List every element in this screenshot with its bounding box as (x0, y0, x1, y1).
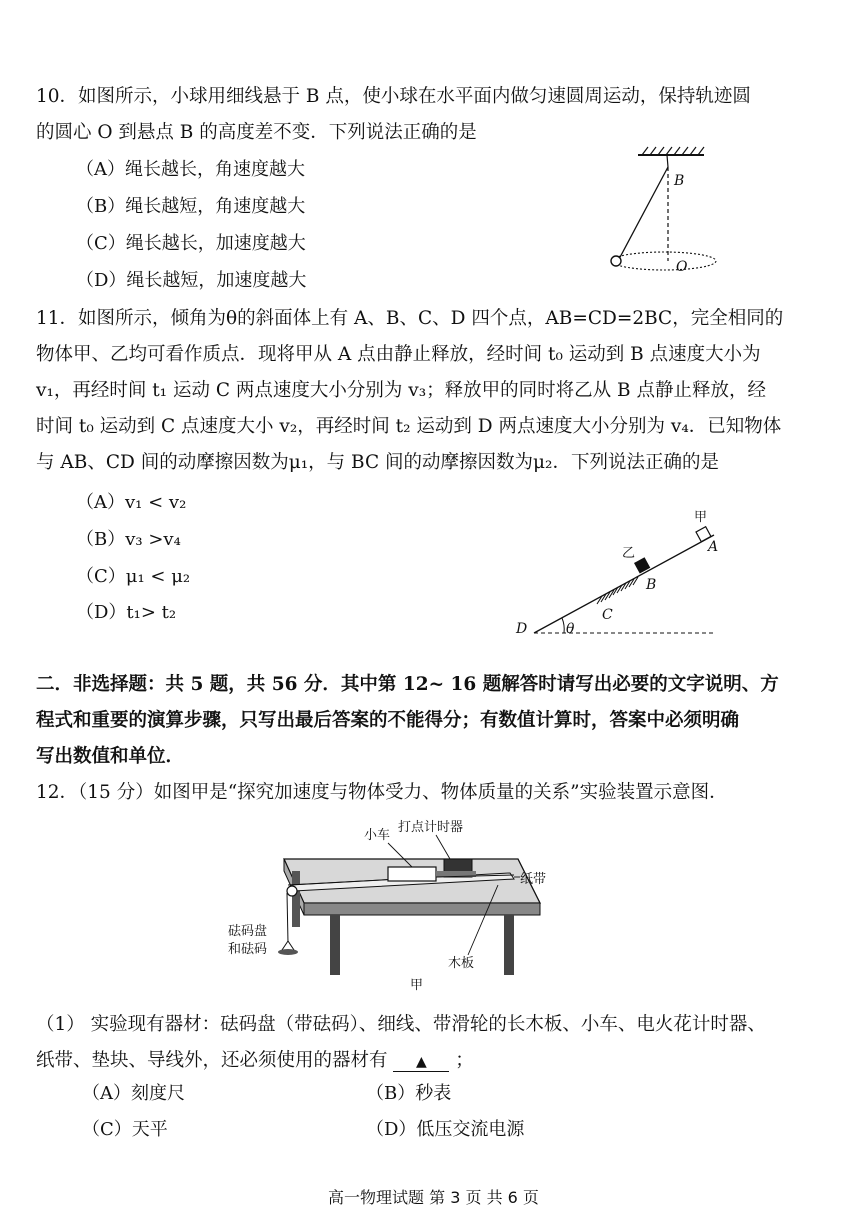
q12-option-c: （C）天平 (82, 1119, 168, 1140)
q12-figure-caption: 甲 (410, 978, 424, 993)
q11-label-theta: θ (566, 621, 575, 637)
q10-option-d: （D）绳长越短，加速度越大 (76, 270, 307, 291)
q12-option-a: （A）刻度尺 (82, 1083, 185, 1104)
answer-blank[interactable]: ▲ (393, 1053, 449, 1072)
q12-label-timer: 打点计时器 (398, 820, 464, 835)
q12-label-weights-2: 和砝码 (228, 942, 268, 957)
q10-option-a: （A）绳长越长，角速度越大 (76, 159, 305, 180)
q11-line-2: 物体甲、乙均可看作质点．现将甲从 A 点由静止释放，经时间 t₀ 运动到 B 点速度大小为 (36, 344, 761, 365)
q10-option-b: （B）绳长越短，角速度越大 (76, 196, 306, 217)
q11-line-4: 时间 t₀ 运动到 C 点速度大小 v₂，再经时间 t₂ 运动到 D 两点速度大小分别为 v₄．已知物体 (36, 416, 782, 437)
q11-line-5: 与 AB、CD 间的动摩擦因数为μ₁，与 BC 间的动摩擦因数为μ₂．下列说法正确的是 (36, 452, 719, 473)
section2-line-2: 程式和重要的演算步骤，只写出最后答案的不能得分；有数值计算时，答案中必须明确 (36, 710, 740, 731)
q12-apparatus-figure (222, 815, 552, 995)
q11-option-d: （D）t₁> t₂ (76, 602, 177, 623)
q11-option-c: （C）μ₁ < μ₂ (76, 566, 191, 587)
q10-line-2: 的圆心 O 到悬点 B 的高度差不变．下列说法正确的是 (36, 122, 477, 143)
section2-line-1: 二．非选择题：共 5 题，共 56 分．其中第 12~ 16 题解答时请写出必要的文字说明、方 (36, 674, 779, 695)
q11-incline-figure (510, 505, 735, 645)
q11-label-b: B (646, 577, 657, 593)
q11-label-jia: 甲 (694, 510, 708, 525)
q10-pendulum-figure (600, 145, 730, 280)
q12-stem: 12．（15 分）如图甲是“探究加速度与物体受力、物体质量的关系”实验装置示意图． (36, 782, 728, 803)
q12-part1-line-2-wrap (36, 1048, 474, 1074)
q11-label-d: D (516, 621, 528, 637)
q11-label-a: A (708, 539, 719, 555)
q12-option-d: （D）低压交流电源 (366, 1119, 525, 1140)
q10-label-o: O (676, 259, 688, 275)
page-footer: 高一物理试题 第 3 页 共 6 页 (328, 1188, 539, 1207)
q12-part1-end: ； (455, 1050, 474, 1071)
q10-line-1: 10．如图所示，小球用细线悬于 B 点，使小球在水平面内做匀速圆周运动，保持轨迹圆 (36, 86, 751, 107)
q12-label-board: 木板 (448, 956, 475, 971)
q11-option-b: （B）v₃ >v₄ (76, 529, 181, 550)
q11-line-1: 11．如图所示，倾角为θ的斜面体上有 A、B、C、D 四个点，AB=CD=2BC，完全相同的 (36, 308, 784, 329)
q11-label-c: C (602, 607, 613, 623)
q10-label-b: B (674, 173, 685, 189)
section2-line-3: 写出数值和单位． (36, 746, 185, 767)
q12-label-tape: 纸带 (520, 872, 547, 887)
q12-label-weights-1: 砝码盘 (228, 924, 268, 939)
q12-option-b: （B）秒表 (366, 1083, 452, 1104)
q11-option-a: （A）v₁ < v₂ (76, 492, 187, 513)
q10-option-c: （C）绳长越长，加速度越大 (76, 233, 306, 254)
q12-part1-line-2: 纸带、垫块、导线外，还必须使用的器材有 (36, 1050, 388, 1071)
q11-label-yi: 乙 (622, 546, 636, 561)
q11-line-3: v₁，再经时间 t₁ 运动 C 两点速度大小分别为 v₃；释放甲的同时将乙从 B 点静止释放，经 (36, 380, 767, 401)
q12-label-car: 小车 (364, 828, 391, 843)
q12-part1-line-1: （1） 实验现有器材：砝码盘（带砝码）、细线、带滑轮的长木板、小车、电火花计时器、 (36, 1014, 766, 1035)
